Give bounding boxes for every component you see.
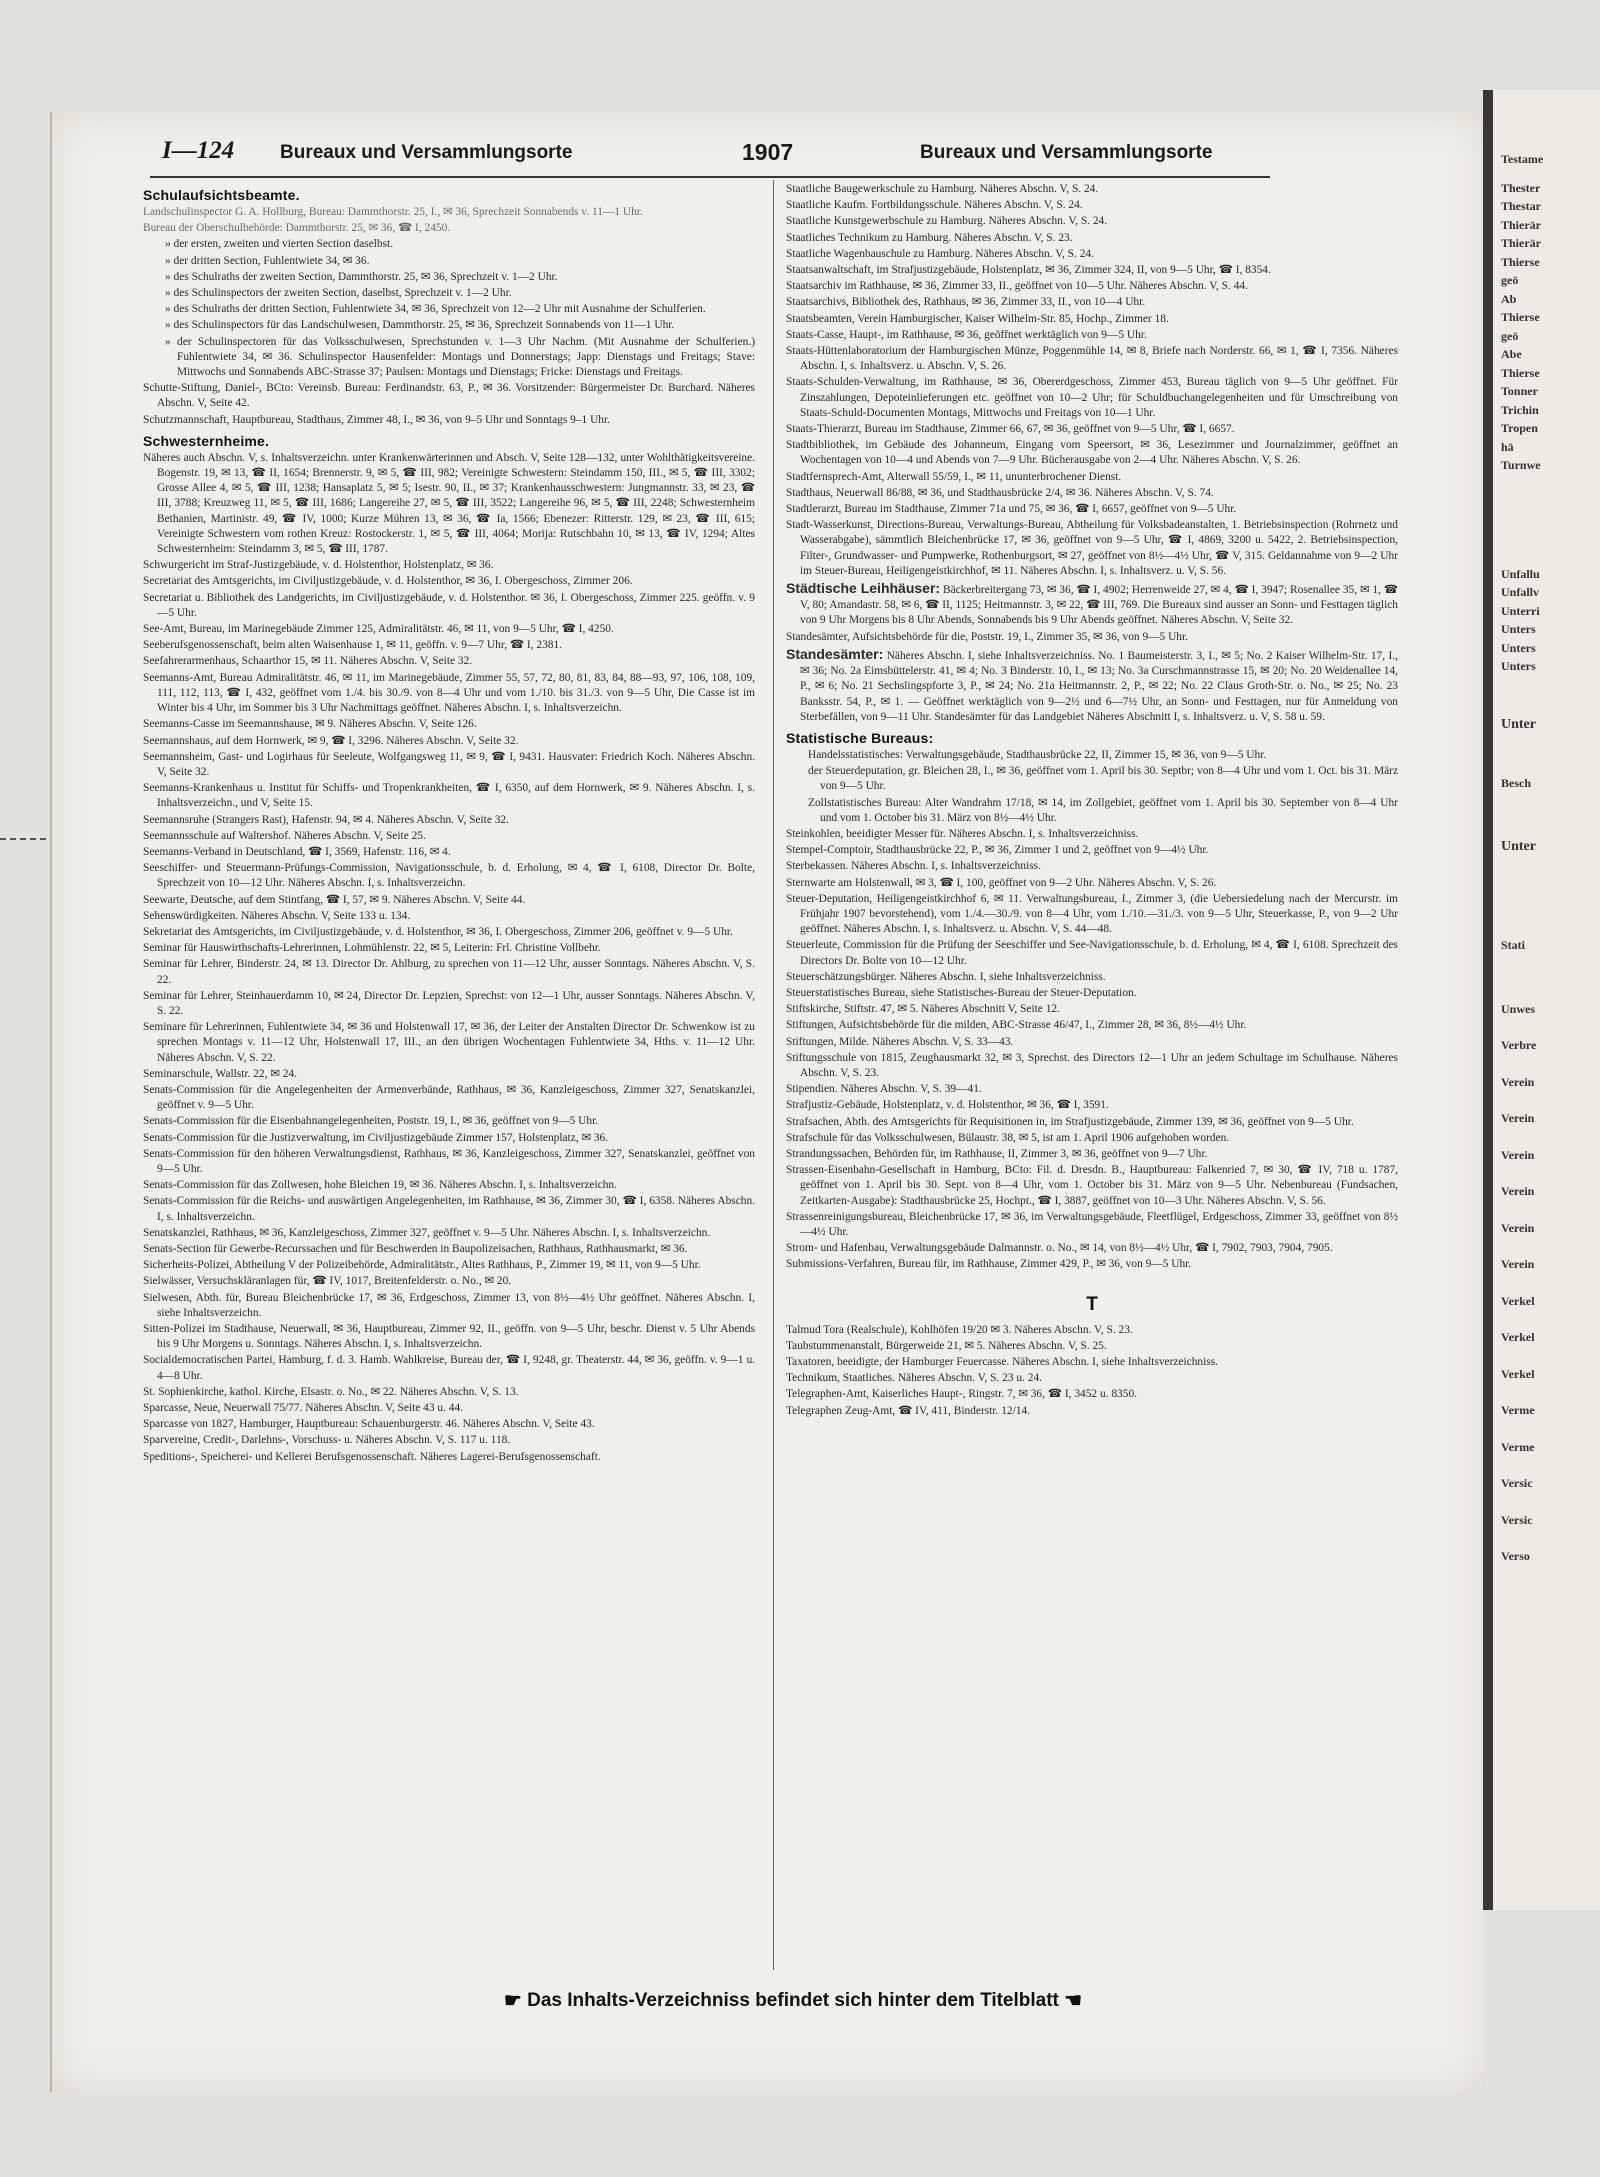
alphabet-letter-heading: T bbox=[1086, 1293, 1098, 1315]
directory-entry: Secretariat u. Bibliothek des Landgerichts, im Civiljustizgebäude, v. d. Holstenthor. ✉ 36, I. Obergeschoss, Zimmer 225. geöffn. v. 9—5 Uhr. bbox=[143, 591, 755, 619]
directory-entry: Staatsarchivs, Bibliothek des, Rathhaus, ✉ 36, Zimmer 33, II., von 10—4 Uhr. bbox=[786, 296, 1146, 309]
adjacent-page-text-fragment: Verso bbox=[1501, 1549, 1530, 1563]
directory-entry: Sekretariat des Amtsgerichts, im Civiljustizgebäude, v. d. Holstenthor, ✉ 36, I. Obergeschoss, Zimmer 206, geöffnet v. 9—5 Uhr. bbox=[143, 925, 733, 938]
directory-entry: Staats-Thierarzt, Bureau im Stadthause, Zimmer 66, 67, ✉ 36, geöffnet von 9—5 Uhr, ☎ I, 6657. bbox=[786, 423, 1235, 436]
directory-entry: Staatliche Kunstgewerbschule zu Hamburg. Näheres Abschn. V, S. 24. bbox=[786, 215, 1108, 228]
directory-entry: » der dritten Section, Fuhlentwiete 34, ✉ 36. bbox=[165, 254, 370, 267]
directory-entry: Staatliche Kaufm. Fortbildungsschule. Näheres Abschn. V, S. 24. bbox=[786, 199, 1083, 212]
directory-entry: Stadtlerarzt, Bureau im Stadthause, Zimmer 71a und 75, ✉ 36, ☎ I, 6657, geöffnet von 9—5 Uhr. bbox=[786, 503, 1237, 516]
adjacent-page-text-fragment: geö bbox=[1501, 273, 1519, 287]
adjacent-page-text-fragment: Verme bbox=[1501, 1439, 1535, 1454]
directory-entry: Stempel-Comptoir, Stadthausbrücke 22, P., ✉ 36, Zimmer 1 und 2, geöffnet von 9—4½ Uhr. bbox=[786, 844, 1209, 857]
directory-entry: Seminarschule, Wallstr. 22, ✉ 24. bbox=[143, 1067, 297, 1080]
directory-entry: Steinkohlen, beeidigter Messer für. Näheres Abschn. I, s. Inhaltsverzeichniss. bbox=[786, 827, 1139, 840]
directory-entry: Secretariat des Amtsgerichts, im Civiljustizgebäude, v. d. Holstenthor, ✉ 36, I. Obergeschoss, Zimmer 206. bbox=[143, 575, 633, 588]
adjacent-page-text-fragment: Thierär bbox=[1501, 217, 1541, 232]
directory-entry: » des Schulraths der zweiten Section, Dammthorstr. 25, ✉ 36, Sprechzeit v. 1—2 Uhr. bbox=[165, 270, 558, 283]
cut-mark bbox=[0, 838, 46, 842]
adjacent-page-text-fragment: Verbre bbox=[1501, 1038, 1537, 1052]
directory-entry: Staatliches Technikum zu Hamburg. Näheres Abschn. V, S. 23. bbox=[786, 231, 1073, 244]
directory-entry: Speditions-, Speicherei- und Kellerei Berufsgenossenschaft. Näheres Lagerei-Berufsgenossenschaft. bbox=[143, 1450, 601, 1463]
adjacent-page-text-fragment: Turnwe bbox=[1501, 458, 1541, 472]
adjacent-page-text-fragment: Versic bbox=[1501, 1476, 1533, 1490]
directory-entry: Senats-Section für Gewerbe-Recurssachen und für Beschwerden in Baupolizeisachen, Rathhaus, Rathhausmarkt, ✉ 36. bbox=[143, 1243, 688, 1255]
adjacent-page-text-fragment: Abe bbox=[1501, 347, 1522, 361]
directory-entry: St. Sophienkirche, kathol. Kirche, Elsastr. o. No., ✉ 22. Näheres Abschn. V, S. 13. bbox=[143, 1385, 519, 1398]
adjacent-page-text-fragment: Unterri bbox=[1501, 603, 1540, 618]
directory-entry: Sicherheits-Polizei, Abtheilung V der Polizeibehörde, Admiralitätstr., Altes Rathhaus, P., Zimmer 19, ✉ 11, von 9—5 Uhr. bbox=[143, 1259, 701, 1272]
directory-entry: Staatsanwaltschaft, im Strafjustizgebäude, Holstenplatz, ✉ 36, Zimmer 324, II, von 9—5 Uhr, ☎ I, 8354. bbox=[786, 264, 1271, 277]
directory-entry: Sterbekassen. Näheres Abschn. I, s. Inhaltsverzeichniss. bbox=[786, 860, 1041, 873]
directory-entry: Talmud Tora (Realschule), Kohlhöfen 19/20 ✉ 3. Näheres Abschn. V, S. 23. bbox=[786, 1323, 1133, 1336]
directory-entry: Strafjustiz-Gebäude, Holstenplatz, v. d. Holstenthor, ✉ 36, ☎ I, 3591. bbox=[786, 1099, 1109, 1112]
directory-entry: Socialdemocratischen Partei, Hamburg, f. d. 3. Hamb. Wahlkreise, Bureau der, ☎ I, 9248, gr. Theaterstr. 44, ✉ 36, geöffn. v. 9—1 u. 4—8 Uhr. bbox=[143, 1354, 755, 1382]
directory-entry: Sternwarte am Holstenwall, ✉ 3, ☎ I, 100, geöffnet von 9—2 Uhr. Näheres Abschn. V, S. 26. bbox=[786, 876, 1217, 889]
directory-entry: Sparcasse von 1827, Hamburger, Hauptbureau: Schauenburgerstr. 46. Näheres Abschn. V, Seite 43. bbox=[143, 1418, 595, 1431]
directory-entry: Seefahrerarmenhaus, Schaarthor 15, ✉ 11. Näheres Abschn. V, Seite 32. bbox=[143, 655, 473, 668]
adjacent-page-text-fragment: Thierse bbox=[1501, 310, 1540, 324]
directory-entry: Seeschiffer- und Steuermann-Prüfungs-Commission, Navigationsschule, b. d. Erholung, ✉ 4, ☎ I, 6108, Director Dr. Bolte, Sprechzeit von 10—12 Uhr. Näheres Abschn. I, s. Inhaltsverzeichn. bbox=[143, 862, 755, 890]
directory-entry: Sielwesen, Abth. für, Bureau Bleichenbrücke 17, ✉ 36, Erdgeschoss, Zimmer 13, von 8½—4½ Uhr geöffnet. Näheres Abschn. I, siehe Inhaltsverzeichn. bbox=[143, 1291, 755, 1319]
adjacent-page-text-fragment: Besch bbox=[1501, 776, 1531, 790]
directory-entry: Seewarte, Deutsche, auf dem Stintfang, ☎ I, 57, ✉ 9. Näheres Abschn. V, Seite 44. bbox=[143, 893, 526, 906]
directory-entry: Telegraphen Zeug-Amt, ☎ IV, 411, Binderstr. 12/14. bbox=[786, 1404, 1031, 1417]
adjacent-page-text-fragment: Verkel bbox=[1501, 1330, 1535, 1344]
directory-entry: Seemannsruhe (Strangers Rast), Hafenstr. 94, ✉ 4. Näheres Abschn. V, Seite 32. bbox=[143, 813, 509, 826]
entry-heading: Standesämter: bbox=[786, 645, 884, 662]
directory-entry: Staats-Hüttenlaboratorium der Hamburgischen Münze, Poggenmühle 14, ✉ 8, Briefe nach Norderstr. 66, ✉ 1, ☎ I, 7356. Näheres Abschn. I, s. Inhaltsverz. u. Abschn. V, S. 26. bbox=[786, 345, 1398, 373]
directory-entry: Staatliche Wagenbauschule zu Hamburg. Näheres Abschn. V, S. 24. bbox=[786, 247, 1094, 260]
page-header bbox=[112, 133, 1262, 173]
adjacent-page-text-fragment: Unfallu bbox=[1501, 566, 1540, 581]
adjacent-page-text-fragment: Unwes bbox=[1501, 1001, 1536, 1016]
footer-notice bbox=[393, 1988, 1193, 2018]
pointing-hand-left-icon: ☚ bbox=[1064, 1990, 1083, 2012]
adjacent-page-text-fragment: hä bbox=[1501, 439, 1514, 454]
entry-text: Bäckerbreitergang 73, ✉ 36, ☎ I, 4902; Herrenweide 27, ✉ 4, ☎ I, 3947; Rosenallee 35, ✉ 1, ☎ V, 80; Amandastr. 58, ✉ 6, ☎ II, 1125; Heitmannstr. 3, ✉ 22, ☎ III, 769. Die Bureaux sind ausser an Sonn- und Festtagen täglich von 9 Uhr Morgens bis 8 Uhr Abends, Sonnabends bis 9 Uhr Abends geöffnet. Näheres Abschn. V, Seite 32. bbox=[800, 584, 1398, 627]
directory-entry: Senats-Commission für die Reichs- und auswärtigen Angelegenheiten, im Rathhause, ✉ 36, Zimmer 30, ☎ I, 6358. Näheres Abschn. I, s. Inhaltsverzeichn. bbox=[143, 1195, 755, 1223]
adjacent-page-text-fragment: Verein bbox=[1501, 1257, 1535, 1271]
directory-entry: Sparvereine, Credit-, Darlehns-, Vorschuss- u. Näheres Abschn. V, S. 117 u. 118. bbox=[143, 1434, 511, 1447]
directory-entry: Strafsachen, Abth. des Amtsgerichts für Requisitionen in, im Strafjustizgebäude, Zimmer 139, ✉ 36, geöffnet von 9—5 Uhr. bbox=[786, 1115, 1354, 1128]
adjacent-page-text-fragment: Thierär bbox=[1501, 236, 1541, 250]
directory-entry: Senatskanzlei, Rathhaus, ✉ 36, Kanzleigeschoss, Zimmer 327, geöffnet v. 9—5 Uhr. Näheres Abschn. I, s. Inhaltsverzeichn. bbox=[143, 1226, 711, 1239]
directory-entry: Schutte-Stiftung, Daniel-, BCto: Vereinsb. Bureau: Ferdinandstr. 63, P., ✉ 36. Vorsitzender: Bürgermeister Dr. Burchard. Näheres Abschn. V, Seite 42. bbox=[143, 382, 755, 410]
directory-entry bbox=[786, 580, 1398, 629]
directory-entry: Senats-Commission für den höheren Verwaltungsdienst, Rathhaus, ✉ 36, Kanzleigeschoss, Zimmer 327, Senatskanzlei, geöffnet von 9—5 Uhr. bbox=[143, 1147, 755, 1175]
adjacent-page-text-fragment: Unters bbox=[1501, 622, 1536, 636]
directory-entry: Sehenswürdigkeiten. Näheres Abschn. V, Seite 133 u. 134. bbox=[143, 909, 411, 922]
directory-entry: Sielwässer, Versuchskläranlagen für, ☎ IV, 1017, Breitenfelderstr. o. No., ✉ 20. bbox=[143, 1275, 512, 1288]
directory-entry: Näheres auch Abschn. V, s. Inhaltsverzeichn. unter Krankenwärterinnen und Absch. V, Seite 128—132, unter Wohlthätigkeitsvereine. Bogenstr. 19, ✉ 13, ☎ II, 1654; Brennerstr. 9, ✉ 5, ☎ III, 982; Vereinigte Schwestern: Steindamm 150, III., ✉ 5, ☎ III, 3302; Grosse Allee 4, ✉ 5, ☎ III, 1238; Hansaplatz 5, ✉ 5; Isestr. 90, II., ✉ 37; Krankenhausschwestern: Jungmannstr. 33, ✉ 23, ☎ III, 3788; Kreuzweg 11, ✉ 5, ☎ III, 1686; Langereihe 27, ✉ 5, ☎ III, 3522; Langereihe 96, ✉ 5, ☎ III, 2248; Schwesternheim Bethanien, Martinistr. 49, ☎ IV, 1000; Kurze Mühren 13, ✉ 36, ☎ Ia, 1566; Ebenezer: Ritterstr. 129, ✉ 23, ☎ III, 615; Vereinigte Schwestern vom rothen Kreuz: Rostockerstr. 1, ✉ 5, ☎ III, 4064; Morija: Rutschbahn 10, ✉ 13, ☎ IV, 1294; Altes Schwesternheim: Steindamm 3, ✉ 5, ☎ III, 1787. bbox=[143, 451, 755, 556]
running-title-right: Bureaux und Versammlungsorte bbox=[920, 142, 1213, 163]
adjacent-page-text-fragment: Thestar bbox=[1501, 199, 1541, 213]
directory-entry: Bureau der Oberschulbehörde: Dammthorstr. 25, ✉ 36, ☎ I, 2450. bbox=[143, 222, 451, 235]
left-column bbox=[143, 182, 755, 1940]
directory-entry: Taubstummenanstalt, Bürgerweide 21, ✉ 5. Näheres Abschn. V, S. 25. bbox=[786, 1339, 1107, 1352]
page-number: I—124 bbox=[162, 137, 235, 164]
directory-entry: Stipendien. Näheres Abschn. V, S. 39—41. bbox=[786, 1083, 982, 1096]
directory-entry: Staatsbeamten, Verein Hamburgischer, Kaiser Wilhelm-Str. 85, Hochp., Zimmer 18. bbox=[786, 312, 1169, 325]
directory-entry: Schwurgericht im Straf-Justizgebäude, v. d. Holstenthor, Holstenplatz, ✉ 36. bbox=[143, 559, 494, 572]
adjacent-page-text-fragment: Tropen bbox=[1501, 421, 1538, 435]
directory-entry bbox=[786, 646, 1398, 725]
directory-entry: Seminare für Lehrerinnen, Fuhlentwiete 34, ✉ 36 und Holstenwall 17, ✉ 36, der Leiter der Anstalten Director Dr. Schwenkow ist zu sprechen Montags v. 11—12 Uhr, Holstenwall 17, III., an den übrigen Wochentagen Fuhlentwiete 34, Hths. v. 11—12 Uhr. Näheres Abschn. V, S. 22. bbox=[143, 1021, 755, 1064]
directory-entry: Seemanns-Verband in Deutschland, ☎ I, 3569, Hafenstr. 116, ✉ 4. bbox=[143, 845, 451, 858]
adjacent-page-text-fragment: Trichin bbox=[1501, 402, 1539, 417]
directory-entry: Staatsarchiv im Rathhause, ✉ 36, Zimmer 33, II., geöffnet von 10—5 Uhr. Näheres Abschn. V, S. 44. bbox=[786, 280, 1248, 293]
adjacent-page-text-fragment: Verkel bbox=[1501, 1293, 1535, 1308]
directory-entry: Schutzmannschaft, Hauptbureau, Stadthaus, Zimmer 48, I., ✉ 36, von 9–5 Uhr und Sonntags 9–1 Uhr. bbox=[143, 413, 610, 426]
directory-entry: Stadtfernsprech-Amt, Alterwall 55/59, I., ✉ 11, ununterbrochener Dienst. bbox=[786, 470, 1122, 483]
directory-entry: Staatliche Baugewerkschule zu Hamburg. Näheres Abschn. V, S. 24. bbox=[786, 183, 1099, 195]
adjacent-page-text-fragment: Verein bbox=[1501, 1111, 1535, 1125]
directory-entry: Strafschule für das Volksschulwesen, Bülaustr. 38, ✉ 5, ist am 1. April 1906 aufgehoben worden. bbox=[786, 1131, 1230, 1144]
directory-entry: Seemannsschule auf Waltershof. Näheres Abschn. V, Seite 25. bbox=[143, 829, 426, 842]
directory-entry: Seemanns-Casse im Seemannshause, ✉ 9. Näheres Abschn. V, Seite 126. bbox=[143, 718, 477, 731]
running-title-left: Bureaux und Versammlungsorte bbox=[280, 142, 573, 163]
directory-entry: Strom- und Hafenbau, Verwaltungsgebäude Dalmannstr. o. No., ✉ 14, von 8½—4½ Uhr, ☎ I, 7902, 7903, 7904, 7905. bbox=[786, 1242, 1333, 1255]
directory-entry: Seminar für Hauswirthschafts-Lehrerinnen, Lohmühlenstr. 22, ✉ 5, Leiterin: Frl. Christine Vollbehr. bbox=[143, 942, 601, 955]
adjacent-page-edge bbox=[1483, 90, 1600, 1910]
entry-heading: Städtische Leihhäuser: bbox=[786, 580, 941, 597]
directory-entry: Sitten-Polizei im Stadthause, Neuerwall, ✉ 36, Hauptbureau, Zimmer 92, II., geöffn. von 9—5 Uhr, beschr. Dienst v. 5 Uhr Abends bis 9 Uhr Morgens u. Sonntags. Näheres Abschn. I, s. Inhaltsverzeichn. bbox=[143, 1323, 755, 1351]
directory-entry: Steuerleute, Commission für die Prüfung der Seeschiffer und See-Navigationsschule, b. d. Erholung, ✉ 4, ☎ I, 6108. Sprechzeit des Directors Dr. Bolte von 10—12 Uhr. bbox=[786, 939, 1398, 967]
directory-entry: Strassen-Eisenbahn-Gesellschaft in Hamburg, BCto: Fil. d. Dresdn. B., Hauptbureau: Falkenried 7, ✉ 30, ☎ IV, 718 u. 1787, geöffnet von 1. April bis 30. Sept. von 8—4 Uhr, vom 1. October bis 31. März von 9—5 Uhr. Nebenbureau (Fundsachen, Zeitkarten-Ausgabe): Stadthausbrücke 25, Hochpt., ☎ I, 3887, geöffnet von 10—3 Uhr. Näheres Abschn. V, S. 56. bbox=[786, 1164, 1398, 1207]
adjacent-page-text-fragment: geö bbox=[1501, 328, 1519, 343]
directory-entry: Stadt-Wasserkunst, Directions-Bureau, Verwaltungs-Bureau, Abtheilung für Volksbadeanstalten, 1. Betriebsinspection (Rohrnetz und Wasserabgabe), sämmtlich Bleichenbrücke 17, ✉ 36, geöffnet von 9—5 Uhr, ☎ I, 4869, 3200 u. 5422, 2. Betriebsinspection, Filter-, Grundwasser- und Pumpwerke, Rothenburgsort, ✉ 27, geöffnet von 8½—4½ Uhr, ☎ V, 315. Geldannahme von 9—2 Uhr im Steuer-Bureau, Heiligengeistkirchhof, ✉ 11. Näheres Abschn. I, s. Inhaltsverz. u. V, S. 56. bbox=[786, 519, 1398, 577]
directory-entry: Zollstatistisches Bureau: Alter Wandrahm 17/18, ✉ 14, im Zollgebiet, geöffnet vom 1. April bis 30. September von 8—4 Uhr und vom 1. October bis 31. März von 8½—4½ Uhr. bbox=[808, 796, 1398, 824]
adjacent-page-text-fragment: Testame bbox=[1501, 152, 1544, 166]
directory-entry: Stiftskirche, Stiftstr. 47, ✉ 5. Näheres Abschnitt V, Seite 12. bbox=[786, 1003, 1060, 1016]
adjacent-page-text-fragment: Versic bbox=[1501, 1512, 1533, 1527]
directory-entry: Landschulinspector G. A. Hollburg, Bureau: Dammthorstr. 25, I., ✉ 36, Sprechzeit Sonnabends v. 11—1 Uhr. bbox=[143, 206, 643, 218]
adjacent-page-text-fragment: Unters bbox=[1501, 640, 1536, 655]
directory-entry: » des Schulinspectors für das Landschulwesen, Dammthorstr. 25, ✉ 36, Sprechzeit Sonnabends von 11—1 Uhr. bbox=[165, 319, 675, 332]
directory-entry: Stadtbibliothek, im Gebäude des Johanneum, Eingang vom Speersort, ✉ 36, Lesezimmer und Journalzimmer, geöffnet an Wochentagen von 10—4 und Abends von 7—9 Uhr. Bücherausgabe von 2—4 Uhr. Näheres Abschn. V, S. 26. bbox=[786, 439, 1398, 467]
column-divider bbox=[773, 180, 774, 1970]
section-heading: Schwesternheime. bbox=[143, 432, 270, 449]
directory-entry: Strassenreinigungsbureau, Bleichenbrücke 17, ✉ 36, im Verwaltungsgebäude, Fleetflügel, Erdgeschoss, Zimmer 33, geöffnet von 8½—4½ Uhr. bbox=[786, 1210, 1398, 1238]
header-rule bbox=[150, 176, 1270, 178]
adjacent-page-text-fragment: Verein bbox=[1501, 1147, 1535, 1162]
directory-entry: » des Schulraths der dritten Section, Fuhlentwiete 34, ✉ 36, Sprechzeit von 12—2 Uhr mit Ausnahme der Schulferien. bbox=[165, 303, 706, 316]
section-heading: Schulaufsichtsbeamte. bbox=[143, 187, 300, 203]
section-heading: Statistische Bureaus: bbox=[786, 729, 934, 746]
directory-entry: » des Schulinspectors der zweiten Section, daselbst, Sprechzeit v. 1—2 Uhr. bbox=[165, 287, 512, 300]
directory-entry: Seemannsheim, Gast- und Logirhaus für Seeleute, Wolfgangsweg 11, ✉ 9, ☎ I, 9431. Hausvater: Friedrich Koch. Näheres Abschn. V, Seite 32. bbox=[143, 750, 755, 778]
directory-entry: Stiftungen, Milde. Näheres Abschn. V, S. 33—43. bbox=[786, 1035, 1014, 1048]
adjacent-page-text-fragment: Unter bbox=[1501, 716, 1536, 732]
directory-entry: Submissions-Verfahren, Bureau für, im Rathhause, Zimmer 429, P., ✉ 36, von 9—5 Uhr. bbox=[786, 1258, 1192, 1271]
adjacent-page-text-fragment: Verein bbox=[1501, 1184, 1535, 1198]
directory-entry: Seemanns-Krankenhaus u. Institut für Schiffs- und Tropenkrankheiten, ☎ I, 6350, auf dem Hornwerk, ✉ 9. Näheres Abschn. I, s. Inhaltsverzeichn., und V, Seite 15. bbox=[143, 782, 755, 810]
directory-entry: Telegraphen-Amt, Kaiserliches Haupt-, Ringstr. 7, ✉ 36, ☎ I, 3452 u. 8350. bbox=[786, 1388, 1137, 1401]
directory-entry: Seeberufsgenossenschaft, beim alten Waisenhause 1, ✉ 11, geöffn. v. 9—7 Uhr, ☎ I, 2381. bbox=[143, 639, 563, 652]
year: 1907 bbox=[742, 139, 794, 165]
directory-entry: » der Schulinspectoren für das Volksschulwesen, Sprechstunden v. 1—3 Uhr Nachm. (Mit Ausnahme der Schulferien.) Fuhlentwiete 34, ✉ 36. Schulinspector Hausenfelder: Montags und Donnerstags; Japp: Dienstags und Freitags; Stave: Mittwochs und Sonnabends ABC-Strasse 37; Paulsen: Montags und Dienstags; Fricke: Dienstags und Freitags. bbox=[165, 335, 755, 379]
directory-entry: Technikum, Staatliches. Näheres Abschn. V, S. 23 u. 24. bbox=[786, 1372, 1042, 1385]
adjacent-page-text-fragment: Unfallv bbox=[1501, 585, 1540, 599]
adjacent-page-text-fragment: Verme bbox=[1501, 1403, 1535, 1417]
directory-entry: Staats-Schulden-Verwaltung, im Rathhause, ✉ 36, Obererdgeschoss, Zimmer 453, Bureau täglich von 9—5 Uhr geöffnet. Für Zinszahlungen, Depoteinlieferungen etc. geöffnet von 10—2 Uhr; für Schuldbuchangelegenheiten und für Umschreibung von Staats-Schuld-Documenten Montags, Mittwochs und Freitags von 10—1 Uhr. bbox=[786, 376, 1398, 419]
directory-entry: Seminar für Lehrer, Steinhauerdamm 10, ✉ 24, Director Dr. Lepzien, Sprechst: von 12—1 Uhr, ausser Sonntags. Näheres Abschn. V, S. 22. bbox=[143, 989, 755, 1017]
directory-entry: Senats-Commission für die Justizverwaltung, im Civiljustizgebäude Zimmer 157, Holstenplatz, ✉ 36. bbox=[143, 1131, 609, 1144]
directory-entry: Steuer-Deputation, Heiligengeistkirchhof 6, ✉ 11. Verwaltungsbureau, I., Zimmer 3, (die Uebersiedelung nach der Mercurstr. im Frühjahr 1907 bevorstehend), vom 1./4.—30./9. von 8—4 Uhr, vom 1./10.—31./3. von 9—5 Uhr, Steuerkasse, P., von 9—2 Uhr geöffnet. Näheres Abschn. I, s. Inhaltsverz. u. Abschn. V, S. 44—48. bbox=[786, 892, 1398, 936]
adjacent-page-text-fragment: Verein bbox=[1501, 1220, 1535, 1235]
directory-entry: Seemannshaus, auf dem Hornwerk, ✉ 9, ☎ I, 3296. Näheres Abschn. V, Seite 32. bbox=[143, 734, 519, 747]
directory-entry: Stadthaus, Neuerwall 86/88, ✉ 36, und Stadthausbrücke 2/4, ✉ 36. Näheres Abschn. V, S. 74. bbox=[786, 486, 1214, 499]
directory-entry: Handelsstatistisches: Verwaltungsgebäude, Stadthausbrücke 22, II, Zimmer 15, ✉ 36, von 9—5 Uhr. bbox=[808, 748, 1267, 761]
entry-text: Näheres Abschn. I, siehe Inhaltsverzeichniss. No. 1 Baumeisterstr. 3, I., ✉ 5; No. 2 Kaiser Wilhelm-Str. 17, I., ✉ 36; No. 2a Eimsbüttelerstr. 41, ✉ 4; No. 3 Binderstr. 10, I., ✉ 13; No. 3a Curschmannstrasse 15, ✉ 20; No. 20 Weidenallee 14, P., ✉ 6; No. 21 Sechslingspforte 3, P., ✉ 24; No. 21a Heitmannstr. 2, P., ✉ 22; No. 22 Claus Groth-Str. o. No., ✉ 25; No. 23 Banksstr. 54, P., ✉ 1. — Geöffnet werktäglich von 9—2½ und 6—7½ Uhr, an Sonn- und Festtagen, nur für Anmeldung von Sterbefällen, von 9—11 Uhr. Standesämter für das Landgebiet Näheres Abschnitt I, s. Inhaltsverz. u. V, S. 58 u. 59. bbox=[800, 649, 1398, 723]
directory-entry: Stiftungsschule von 1815, Zeughausmarkt 32, ✉ 3, Sprechst. des Directors 12—1 Uhr an jedem Schultage im Schulhause. Näheres Abschn. V, S. 23. bbox=[786, 1051, 1398, 1079]
adjacent-page-text-fragment: Unters bbox=[1501, 659, 1536, 673]
adjacent-page-text-fragment: Verkel bbox=[1501, 1366, 1535, 1381]
adjacent-page-text-fragment: Ab bbox=[1501, 291, 1517, 306]
directory-entry: Stiftungen, Aufsichtsbehörde für die milden, ABC-Strasse 46/47, I., Zimmer 28, ✉ 36, 8½—4½ Uhr. bbox=[786, 1019, 1247, 1032]
adjacent-page-text-fragment: Tonner bbox=[1501, 384, 1538, 398]
adjacent-page-text-fragment: Verein bbox=[1501, 1074, 1535, 1089]
pointing-hand-right-icon: ☛ bbox=[503, 1990, 522, 2012]
adjacent-page-text-fragment: Thierse bbox=[1501, 365, 1540, 380]
directory-entry: Staats-Casse, Haupt-, im Rathhause, ✉ 36, geöffnet werktäglich von 9—5 Uhr. bbox=[786, 328, 1147, 341]
right-column bbox=[786, 182, 1398, 1940]
adjacent-page-text-fragment: Thester bbox=[1501, 180, 1541, 195]
directory-entry: Standesämter, Aufsichtsbehörde für die, Poststr. 19, I., Zimmer 35, ✉ 36, von 9—5 Uhr. bbox=[786, 630, 1189, 643]
adjacent-page-text-fragment: Stati bbox=[1501, 938, 1525, 952]
footer-text: Das Inhalts-Verzeichniss befindet sich hinter dem Titelblatt bbox=[527, 1990, 1059, 2011]
directory-entry: Steuerstatistisches Bureau, siehe Statistisches-Bureau der Steuer-Deputation. bbox=[786, 986, 1137, 999]
directory-entry: Senats-Commission für die Eisenbahnangelegenheiten, Poststr. 19, I., ✉ 36, geöffnet von 9—5 Uhr. bbox=[143, 1115, 599, 1128]
directory-entry: See-Amt, Bureau, im Marinegebäude Zimmer 125, Admiralitätstr. 46, ✉ 11, von 9—5 Uhr, ☎ I, 4250. bbox=[143, 623, 614, 636]
adjacent-page-text-fragment: Unter bbox=[1501, 838, 1536, 854]
directory-entry: Taxatoren, beeidigte, der Hamburger Feuercasse. Näheres Abschn. I, siehe Inhaltsverzeichniss. bbox=[786, 1356, 1218, 1369]
directory-entry: Sparcasse, Neue, Neuerwall 75/77. Näheres Abschn. V, Seite 43 u. 44. bbox=[143, 1402, 464, 1415]
directory-entry: Seminar für Lehrer, Binderstr. 24, ✉ 13. Director Dr. Ahlburg, zu sprechen von 11—12 Uhr, ausser Sonntags. Näheres Abschn. V, S. 22. bbox=[143, 958, 755, 986]
directory-entry: der Steuerdeputation, gr. Bleichen 28, I., ✉ 36, geöffnet vom 1. April bis 30. Septbr; von 8—4 Uhr und vom 1. Oct. bis 31. März von 9—5 Uhr. bbox=[808, 765, 1398, 793]
directory-entry: Strandungssachen, Behörden für, im Rathhause, II, Zimmer 3, ✉ 36, geöffnet von 9—7 Uhr. bbox=[786, 1147, 1208, 1160]
adjacent-page-text-fragment: Thierse bbox=[1501, 254, 1540, 269]
directory-entry: Steuerschätzungsbürger. Näheres Abschn. I, siehe Inhaltsverzeichniss. bbox=[786, 970, 1106, 983]
directory-entry: » der ersten, zweiten und vierten Section daselbst. bbox=[165, 238, 394, 251]
directory-entry: Senats-Commission für das Zollwesen, hohe Bleichen 19, ✉ 36. Näheres Abschn. I, s. Inhaltsverzeichn. bbox=[143, 1179, 617, 1192]
directory-entry: Senats-Commission für die Angelegenheiten der Armenverbände, Rathhaus, ✉ 36, Kanzleigeschoss, Zimmer 327, Senatskanzlei, geöffnet v. 9—5 Uhr. bbox=[143, 1083, 755, 1112]
directory-entry: Seemanns-Amt, Bureau Admiralitätstr. 46, ✉ 11, im Marinegebäude, Zimmer 55, 57, 72, 80, 81, 83, 84, 88—93, 97, 106, 108, 109, 111, 112, 113, ☎ I, 432, geöffnet vom 1./4. bis 30./9. von 8—4 Uhr und vom 1./10. bis 31./3. von 9—5 Uhr, Die Casse ist im Winter bis 4 Uhr, im Sommer bis 3 Uhr Nachmittags geöffnet. Näheres Abschn. I, s. Inhaltsverzeichn. bbox=[143, 671, 755, 715]
